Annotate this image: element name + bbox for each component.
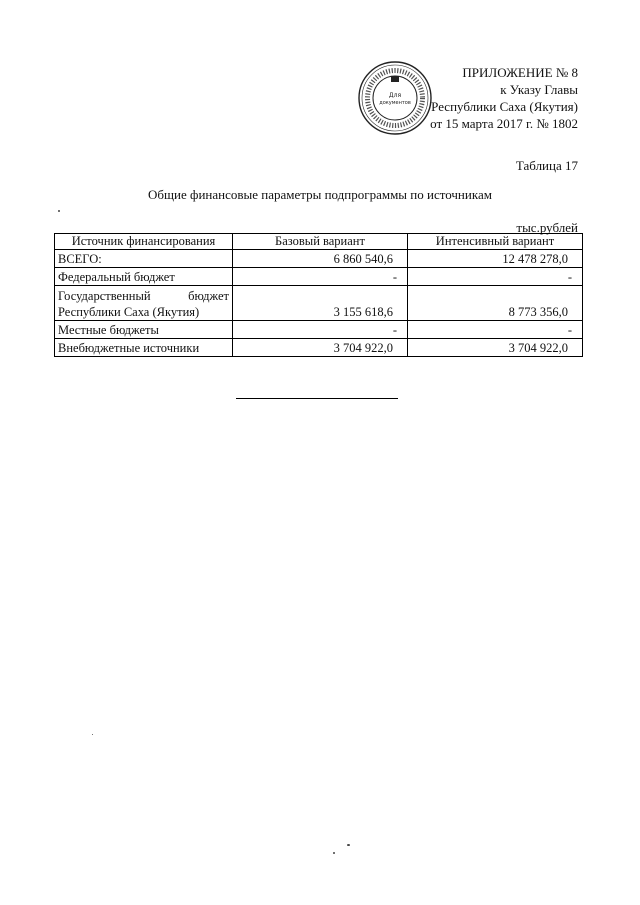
appendix-republic: Республики Саха (Якутия): [431, 99, 578, 114]
svg-text:документов: документов: [379, 100, 411, 106]
appendix-number: ПРИЛОЖЕНИЕ № 8: [462, 65, 578, 80]
scan-speck: [333, 852, 335, 854]
table-row: [55, 268, 583, 286]
appendix-header: [430, 64, 578, 132]
row-intensive-value: 8 773 356,0: [408, 286, 583, 321]
closing-divider-line: [236, 398, 398, 399]
row-source-part: Республики Саха (Якутия): [58, 305, 200, 319]
header-intensive: Интенсивный вариант: [408, 234, 583, 250]
row-source: ВСЕГО:: [55, 250, 233, 268]
row-source: [55, 286, 233, 321]
scan-speck: [347, 844, 350, 846]
row-source-part: бюджет: [188, 289, 229, 303]
units-label: тыс.рублей: [516, 220, 578, 235]
scan-speck: [58, 210, 60, 212]
document-title: Общие финансовые параметры подпрограммы по источникам: [148, 187, 492, 202]
table-row: [55, 286, 583, 321]
row-intensive-value: -: [408, 321, 583, 339]
row-source: Местные бюджеты: [55, 321, 233, 339]
row-source: Федеральный бюджет: [55, 268, 233, 286]
row-base-value: 3 704 922,0: [233, 339, 408, 357]
table-row: [55, 250, 583, 268]
round-seal-stamp: [357, 60, 433, 136]
financing-table: [54, 233, 583, 357]
table-number: Таблица 17: [515, 158, 578, 173]
header-source: Источник финансирования: [55, 234, 233, 250]
table-header-row: [55, 234, 583, 250]
table-row: [55, 321, 583, 339]
row-intensive-value: 3 704 922,0: [408, 339, 583, 357]
row-base-value: 3 155 618,6: [233, 286, 408, 321]
svg-text:Для: Для: [388, 92, 402, 99]
row-source-part: Государственный: [58, 289, 151, 303]
row-base-value: 6 860 540,6: [233, 250, 408, 268]
row-intensive-value: 12 478 278,0: [408, 250, 583, 268]
table-row: [55, 339, 583, 357]
row-base-value: -: [233, 268, 408, 286]
row-intensive-value: -: [408, 268, 583, 286]
scan-speck: [92, 734, 93, 735]
row-base-value: -: [233, 321, 408, 339]
appendix-date: от 15 марта 2017 г. № 1802: [430, 116, 578, 131]
appendix-decree-ref: к Указу Главы: [500, 82, 578, 97]
row-source: Внебюджетные источники: [55, 339, 233, 357]
header-base: Базовый вариант: [233, 234, 408, 250]
